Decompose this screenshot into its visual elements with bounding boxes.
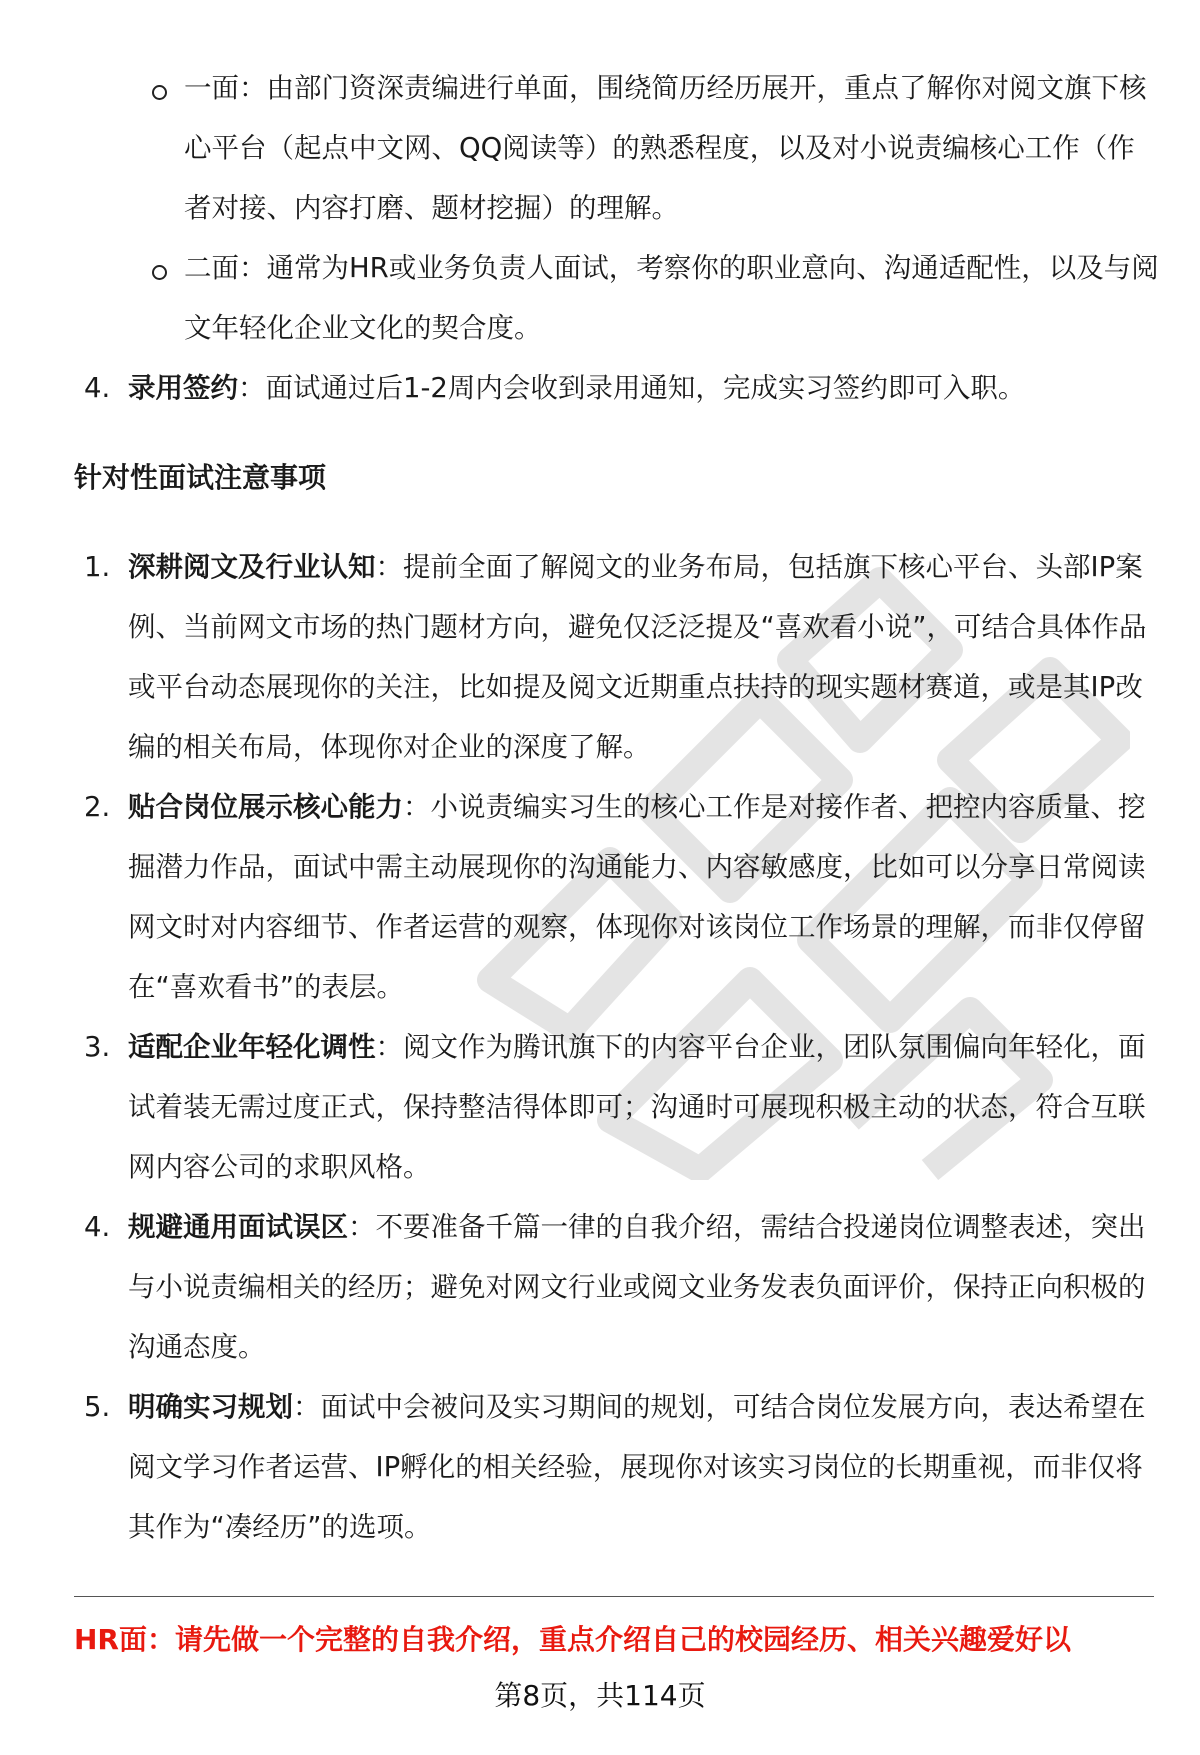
list-number: 5. (84, 1391, 111, 1423)
tip-title: 贴合岗位展示核心能力 (128, 791, 403, 823)
tip-item (84, 537, 1164, 777)
page-number: 第8页，共114页 (494, 1679, 706, 1712)
tip-title: 规避通用面试误区 (128, 1211, 348, 1243)
divider (74, 1596, 1154, 1597)
step-title: 录用签约 (128, 372, 238, 404)
list-number: 4. (84, 372, 111, 404)
list-number: 4. (84, 1211, 111, 1243)
tip-text: ：提前全面了解阅文的业务布局，包括旗下核心平台、头部IP案例、当前网文市场的热门题材方向，避免仅泛泛提及“喜欢看小说”，可结合具体作品或平台动态展现你的关注，比如提及阅文近期重点扶持的现实题材赛道，或是其IP改编的相关布局，体现你对企业的深度了解。 (128, 551, 1147, 763)
round-text: ：由部门资深责编进行单面，围绕简历经历展开，重点了解你对阅文旗下核心平台（起点中文网、QQ阅读等）的熟悉程度，以及对小说责编核心工作（作者对接、内容打磨、题材挖掘）的理解。 (184, 72, 1147, 224)
round-label: 一面 (184, 72, 239, 104)
list-number: 3. (84, 1031, 111, 1063)
tip-title: 深耕阅文及行业认知 (128, 551, 376, 583)
step-text: ：面试通过后1-2周内会收到录用通知，完成实习签约即可入职。 (238, 372, 1026, 404)
round-text: ：通常为HR或业务负责人面试，考察你的职业意向、沟通适配性，以及与阅文年轻化企业文化的契合度。 (184, 252, 1159, 344)
tip-text: ：小说责编实习生的核心工作是对接作者、把控内容质量、挖掘潜力作品，面试中需主动展现你的沟通能力、内容敏感度，比如可以分享日常阅读网文时对内容细节、作者运营的观察，体现你对该岗位工作场景的理解，而非仅停留在“喜欢看书”的表层。 (128, 791, 1146, 1003)
interview-tips-list (84, 537, 1164, 1557)
process-step-4 (84, 358, 1164, 418)
section-heading: 针对性面试注意事项 (74, 461, 327, 494)
interview-round-2 (150, 238, 1160, 358)
list-number: 1. (84, 551, 111, 583)
tip-text: ：不要准备千篇一律的自我介绍，需结合投递岗位调整表述，突出与小说责编相关的经历；避免对网文行业或阅文业务发表负面评价，保持正向积极的沟通态度。 (128, 1211, 1146, 1363)
list-number: 2. (84, 791, 111, 823)
tip-item (84, 1197, 1164, 1377)
circle-bullet-icon (152, 85, 167, 100)
interview-rounds-list (150, 58, 1160, 358)
tip-title: 明确实习规划 (128, 1391, 293, 1423)
tip-item (84, 1017, 1164, 1197)
hr-question: HR面：请先做一个完整的自我介绍，重点介绍自己的校园经历、相关兴趣爱好以 (74, 1623, 1071, 1656)
interview-round-1 (150, 58, 1160, 238)
tip-title: 适配企业年轻化调性 (128, 1031, 376, 1063)
tip-text: ：阅文作为腾讯旗下的内容平台企业，团队氛围偏向年轻化，面试着装无需过度正式，保持整洁得体即可；沟通时可展现积极主动的状态，符合互联网内容公司的求职风格。 (128, 1031, 1146, 1183)
round-label: 二面 (184, 252, 239, 284)
circle-bullet-icon (152, 265, 167, 280)
tip-item (84, 1377, 1164, 1557)
tip-item (84, 777, 1164, 1017)
tip-text: ：面试中会被问及实习期间的规划，可结合岗位发展方向，表达希望在阅文学习作者运营、IP孵化的相关经验，展现你对该实习岗位的长期重视，而非仅将其作为“凑经历”的选项。 (128, 1391, 1146, 1543)
